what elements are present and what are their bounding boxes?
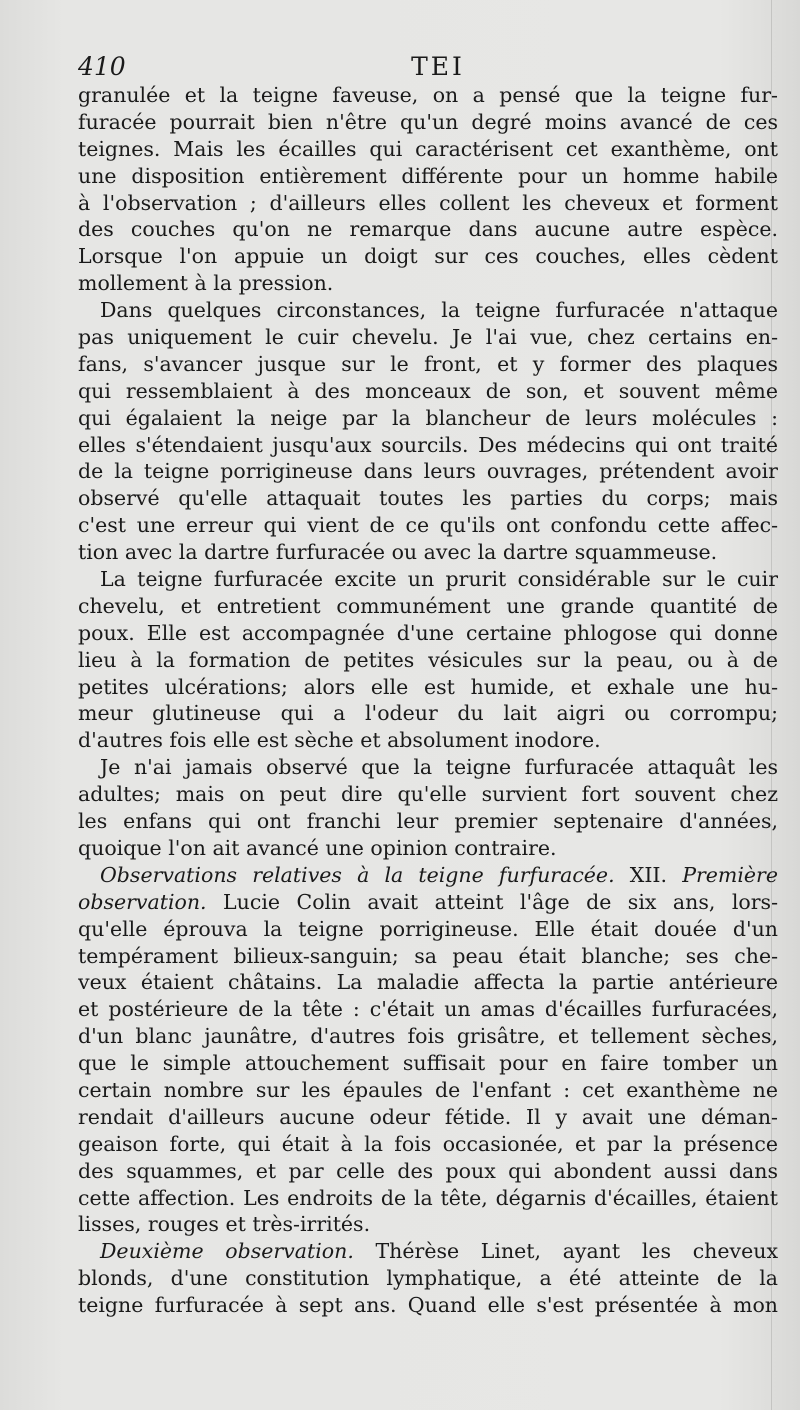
text-line: lisses, rouges et très-irrités. [78,1212,371,1237]
text-line [78,1238,778,1265]
text-line: qui ressemblaient à des monceaux de son, et souvent même [78,378,778,403]
text-line: de la teigne porrigineuse dans leurs ouvrages, prétendent avoir [78,459,778,484]
text-line: poux. Elle est accompagnée d'une certaine phlogose qui donne [78,620,778,645]
text-line: teignes. Mais les écailles qui caractérisent cet exanthème, ont [78,136,778,161]
italic-segment: Deuxième observation. [100,1239,354,1264]
text-line: les enfans qui ont franchi leur premier septenaire d'années, [78,809,778,834]
text-line: quoique l'on ait avancé une opinion contraire. [78,835,557,860]
text-segment: Thérèse Linet, ayant les cheveux [353,1239,778,1264]
text-line: une disposition entièrement différente pour un homme habile [78,163,778,188]
body-text [78,82,778,1319]
text-line: Dans quelques circonstances, la teigne furfuracée n'attaque [100,298,778,323]
text-line: qu'elle éprouva la teigne porrigineuse. Elle était douée d'un [78,916,778,941]
text-line: certain nombre sur les épaules de l'enfant : cet exanthème ne [78,1077,778,1102]
text-segment: Lucie Colin avait atteint l'âge de six ans, lors- [206,889,778,914]
text-line: petites ulcérations; alors elle est humide, et exhale une hu- [78,674,778,699]
text-line: des squammes, et par celle des poux qui abondent aussi dans [78,1158,778,1183]
italic-segment: Observations relatives à la teigne furfuracée. [100,862,615,887]
text-line: pas uniquement le cuir chevelu. Je l'ai vue, chez certains en- [78,325,778,350]
text-line: fans, s'avancer jusque sur le front, et y former des plaques [78,351,778,376]
italic-segment: observation. [78,889,207,914]
text-line: que le simple attouchement suffisait pour en faire tomber un [78,1051,778,1076]
text-line: Je n'ai jamais observé que la teigne furfuracée attaquât les [100,755,778,780]
text-line [78,889,778,916]
page-number: 410 [78,52,126,81]
text-line: qui égalaient la neige par la blancheur de leurs molécules : [78,405,778,430]
text-line: La teigne furfuracée excite un prurit considérable sur le cuir [100,567,778,592]
text-line: meur glutineuse qui a l'odeur du lait aigri ou corrompu; [78,701,778,726]
text-line: teigne furfuracée à sept ans. Quand elle s'est présentée à mon [78,1293,778,1318]
text-line [78,862,778,889]
text-line: lieu à la formation de petites vésicules sur la peau, ou à de [78,647,778,672]
italic-segment: Première [682,862,778,887]
text-line: d'autres fois elle est sèche et absolument inodore. [78,728,601,753]
text-line: à l'observation ; d'ailleurs elles collent les cheveux et forment [78,190,778,215]
text-line: cette affection. Les endroits de la tête, dégarnis d'écailles, étaient [78,1185,778,1210]
text-line: rendait d'ailleurs aucune odeur fétide. Il y avait une déman- [78,1104,778,1129]
text-segment: XII. [614,862,683,887]
text-line: observé qu'elle attaquait toutes les parties du corps; mais [78,486,778,511]
text-line: c'est une erreur qui vient de ce qu'ils ont confondu cette affec- [78,513,778,538]
text-line: Lorsque l'on appuie un doigt sur ces couches, elles cèdent [78,244,778,269]
text-line: veux étaient châtains. La maladie affecta la partie antérieure [78,970,778,995]
text-line: elles s'étendaient jusqu'aux sourcils. Des médecins qui ont traité [78,432,778,457]
text-line: furacée pourrait bien n'être qu'un degré moins avancé de ces [78,109,778,134]
text-line: chevelu, et entretient communément une grande quantité de [78,593,778,618]
text-line: mollement à la pression. [78,271,334,296]
text-line: tempérament bilieux-sanguin; sa peau était blanche; ses che- [78,943,778,968]
text-line: geaison forte, qui était à la fois occasionée, et par la présence [78,1131,778,1156]
text-line: granulée et la teigne faveuse, on a pensé que la teigne fur- [78,83,778,107]
text-line: blonds, d'une constitution lymphatique, a été atteinte de la [78,1266,778,1291]
running-head: TEI [411,52,465,81]
text-line: d'un blanc jaunâtre, d'autres fois grisâtre, et tellement sèches, [78,1024,778,1049]
text-line: tion avec la dartre furfuracée ou avec la dartre squammeuse. [78,540,718,565]
text-line: adultes; mais on peut dire qu'elle survient fort souvent chez [78,782,778,807]
text-line: et postérieure de la tête : c'était un amas d'écailles furfuracées, [78,997,778,1022]
text-line: des couches qu'on ne remarque dans aucune autre espèce. [78,217,778,242]
